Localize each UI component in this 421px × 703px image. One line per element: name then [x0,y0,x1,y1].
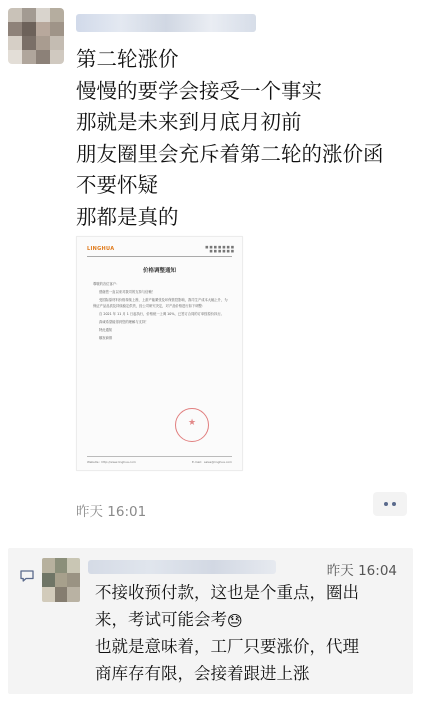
post-text [76,44,406,233]
post-timestamp: 昨天 16:01 [76,504,147,520]
letter-paragraph: 受国际原材料价格持续上涨、上游产能紧张及环保管控影响，我司生产成本大幅上升，为保证产品品质及持续稳定供货，经公司研究决定，对产品价格进行如下调整： [93,298,228,308]
post-line: 慢慢的要学会接受一个事实 [76,78,322,103]
letter-footer [87,456,232,464]
post-line: 那就是未来到月底月初前 [76,110,302,134]
comment-timestamp: 昨天 16:04 [326,563,397,579]
more-dots-icon [384,502,388,506]
post-line: 朋友圈里会充斥着第二轮的涨价函 [76,141,384,166]
letter-email: E-mail：sales@linghua.com [191,460,232,464]
post-line: 那都是真的 [76,204,179,229]
poster-avatar[interactable] [8,8,64,64]
comment-line-text: 来，考试可能会考 [95,609,227,629]
post-line: 不要怀疑 [76,173,158,197]
letter-regards: 顺祝商祺 [99,336,113,340]
letter-paragraph: 真诚希望能得到您的理解与支持！ [99,320,149,324]
comment-line: 也就是意味着，工厂只要涨价，代理 [95,637,359,656]
comment-line: 商库存有限，会接着跟进上涨 [95,663,310,683]
more-actions-button[interactable] [373,492,407,516]
letter-body [93,281,230,343]
commenter-name-blurred[interactable] [88,560,276,574]
letter-website: Website：http://www.linghua.com [87,460,136,464]
company-seal-icon [175,408,209,442]
letter-logo: LINGHUA [87,246,115,252]
letter-greeting: 尊敬的各位客户： [93,282,120,286]
letter-paragraph: 感谢您一直以来对我司的支持与信赖！ [99,290,156,294]
letter-title: 价格调整通知 [142,268,176,274]
comment-bubble-icon [20,570,34,582]
comment-line: 不接收预付款，这也是个重点，圈出 [95,583,359,602]
sweat-emoji-icon: 😓 [227,611,243,630]
letter-meta: ■ ■ ■ ■ ■ ■ ■ ■ ■ ■ ■ ■ ■ [205,245,234,254]
post-image-price-notice[interactable] [76,236,243,471]
letter-closing: 特此通知 [99,328,113,332]
commenter-avatar[interactable] [42,558,80,602]
letter-divider [87,256,232,257]
more-dots-icon [392,502,396,506]
poster-name-blurred[interactable] [76,14,256,32]
comment-text[interactable] [95,580,399,687]
post-line: 第二轮涨价 [76,47,179,71]
comment-line [95,607,399,635]
letter-paragraph: 自 2021 年 11 月 1 日起执行，价格统一上调 10%，已签订合同的订单按原价执行。 [99,312,224,316]
